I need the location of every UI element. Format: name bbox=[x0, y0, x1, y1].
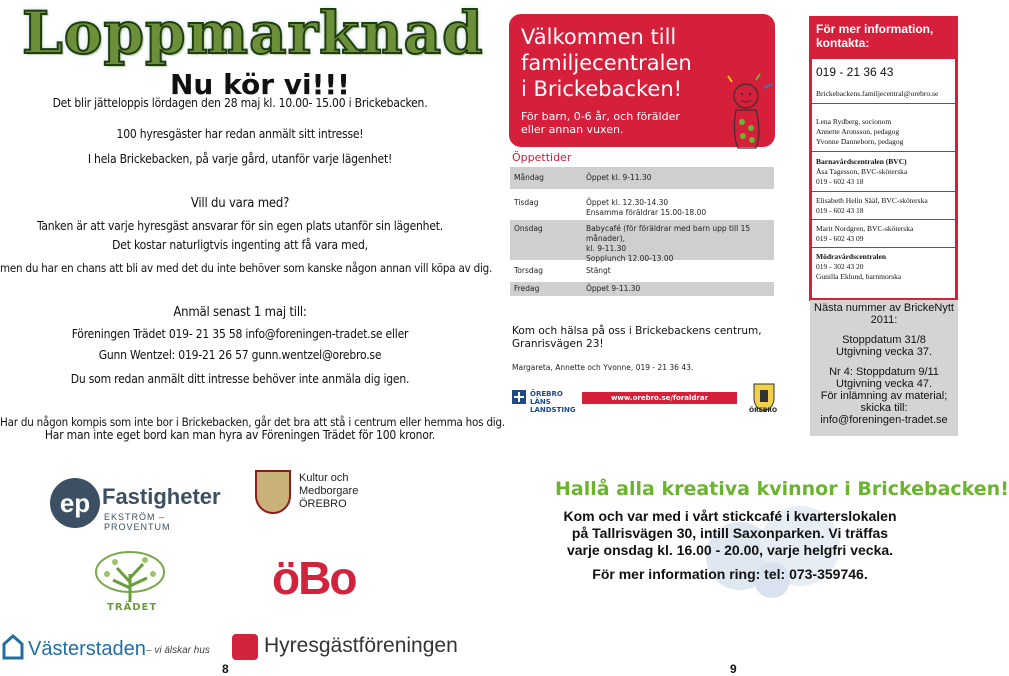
bvc-heading: Barnavårdscentralen (BVC) bbox=[816, 157, 907, 166]
lans-line: LANDSTING bbox=[530, 406, 576, 414]
submit-line: För inlämning av material; bbox=[820, 390, 948, 402]
welcome-line: Granrisvägen 23! bbox=[512, 338, 604, 350]
divider bbox=[812, 151, 955, 152]
info-header-line: För mer information, bbox=[816, 22, 934, 36]
staff-line: Yvonne Danneborn, pedagog bbox=[816, 137, 904, 146]
kultur-medborgare-logo bbox=[255, 470, 375, 514]
ep-logo-mark: ep bbox=[50, 478, 100, 528]
bvc-line: 019 - 602 43 18 bbox=[816, 177, 864, 186]
schedule-day: Onsdag bbox=[514, 224, 543, 233]
vasterstaden-tagline: – vi älskar hus bbox=[146, 645, 210, 656]
schedule-day: Fredag bbox=[514, 284, 540, 293]
stickcafe-contact: För mer information ring: tel: 073-359746. bbox=[592, 566, 868, 582]
hyresgastforeningen-logo bbox=[232, 632, 462, 666]
intro-line: Det blir jätteloppis lördagen den 28 maj kl. 10.00- 15.00 i Brickebacken. bbox=[52, 96, 428, 110]
ep-logo-name: Fastigheter bbox=[102, 484, 221, 509]
mvc-heading: Mödravårdscentralen bbox=[816, 252, 886, 261]
bvc-line: 019 - 602 43 18 bbox=[816, 206, 864, 215]
kultur-line: Kultur och bbox=[299, 472, 349, 484]
intro-line: 100 hyresgäster har redan anmält sitt intresse! bbox=[116, 127, 364, 141]
fam-title-line: Välkommen till bbox=[521, 25, 677, 49]
footer-line: Har man inte eget bord kan man hyra av Föreningen Trädet för 100 kronor. bbox=[44, 428, 436, 442]
ep-fastigheter-logo bbox=[50, 478, 221, 532]
vasterstaden-logo bbox=[2, 634, 232, 664]
stickcafe-line: på Tallrisvägen 30, intill Saxonparken. Vi träffas bbox=[571, 525, 889, 541]
mvc-line: 019 - 302 43 20 bbox=[816, 262, 864, 271]
loppmarknad-banner: Loppmarknad bbox=[22, 0, 484, 67]
hgf-name: Hyresgästföreningen bbox=[264, 634, 458, 657]
page-number-right: 9 bbox=[730, 662, 737, 676]
info-header bbox=[812, 19, 955, 59]
fam-title-line: i Brickebacken! bbox=[521, 77, 683, 101]
schedule-row bbox=[510, 167, 774, 189]
participation-line: Tanken är att varje hyresgäst ansvarar för sin egen plats utanför sin lägenhet. bbox=[36, 219, 444, 233]
kultur-line: ÖREBRO bbox=[299, 498, 347, 510]
tree-icon bbox=[85, 548, 175, 604]
schedule-time: kl. 9-11.30 bbox=[586, 244, 627, 253]
foraldrar-url-link[interactable]: www.orebro.se/foraldrar bbox=[582, 392, 737, 404]
schedule-day: Tisdag bbox=[514, 198, 539, 207]
schedule-time: Babycafé (för föräldrar med barn upp till 15 månader), bbox=[586, 224, 751, 243]
staff-line: Margareta, Annette och Yvonne, 019 - 21 36 43. bbox=[512, 363, 694, 372]
release-week: Utgivning vecka 37. bbox=[836, 346, 932, 358]
bvc-line: Elisabeth Helin Sääf, BVC-sköterska bbox=[816, 196, 928, 205]
schedule-time: Öppet kl. 9-11.30 bbox=[586, 173, 652, 182]
schedule-day: Torsdag bbox=[514, 266, 544, 275]
bvc-line: Åsa Tagesson, BVC-sköterska bbox=[816, 167, 908, 176]
schedule-time: Ensamma föräldrar 15.00-18.00 bbox=[586, 208, 707, 217]
stickcafe-body bbox=[520, 508, 940, 559]
schedule-time: Sopplunch 12.00-13.00 bbox=[586, 254, 674, 263]
headline: Nu kör vi!!! bbox=[170, 68, 350, 101]
contact-info-box bbox=[809, 16, 958, 301]
staff-line: Annette Aronsson, pedagog bbox=[816, 127, 900, 136]
fam-sub-line: För barn, 0-6 år, och förälder bbox=[521, 110, 680, 123]
divider bbox=[812, 247, 955, 248]
page-number-left: 8 bbox=[222, 662, 229, 676]
kultur-line: Medborgare bbox=[299, 485, 359, 497]
stop-date: Stoppdatum 31/8 bbox=[842, 334, 926, 346]
landsting-icon bbox=[512, 390, 526, 404]
schedule-row bbox=[510, 220, 774, 263]
anmal-heading: Anmäl senast 1 maj till: bbox=[173, 305, 307, 320]
bvc-line: 019 - 602 43 09 bbox=[816, 234, 864, 243]
lans-line: ÖREBRO LÄNS bbox=[530, 390, 563, 406]
divider bbox=[812, 103, 955, 104]
info-phone: 019 - 21 36 43 bbox=[816, 65, 894, 79]
fam-title-line: familjecentralen bbox=[521, 51, 692, 75]
schedule-row bbox=[510, 262, 774, 280]
loppis-text-block bbox=[0, 0, 505, 460]
house-icon bbox=[2, 634, 24, 660]
participation-line: men du har en chans att bli av med det du inte behöver som kanske någon annan vill köpa av dig. bbox=[0, 261, 493, 275]
next-issue-heading: Nästa nummer av BrickeNytt bbox=[814, 302, 954, 314]
welcome-text bbox=[512, 325, 774, 351]
stickcafe-line: Kom och var med i vårt stickcafé i kvarterslokalen bbox=[563, 508, 897, 524]
info-header-line: kontakta: bbox=[816, 36, 870, 50]
next-issue-box bbox=[810, 300, 958, 436]
opening-hours-label: Öppettider bbox=[512, 151, 572, 164]
hgf-mark-icon bbox=[232, 634, 258, 660]
vasterstaden-name: Västerstaden bbox=[28, 638, 146, 660]
schedule-row bbox=[510, 194, 774, 218]
release-week: Utgivning vecka 47. bbox=[836, 378, 932, 390]
contact-line: Föreningen Trädet 019- 21 35 58 info@foreningen-tradet.se eller bbox=[71, 327, 409, 341]
divider bbox=[812, 219, 955, 220]
orebro-lans-landsting-logo bbox=[512, 388, 576, 414]
child-drawing-icon bbox=[722, 74, 780, 154]
schedule-time: Öppet 9-11.30 bbox=[586, 284, 641, 293]
schedule-time: Öppet kl. 12.30-14.30 bbox=[586, 198, 669, 207]
stop-date: Nr 4: Stoppdatum 9/11 bbox=[829, 366, 939, 378]
welcome-line: Kom och hälsa på oss i Brickebackens centrum, bbox=[512, 325, 762, 337]
intro-line: I hela Brickebacken, på varje gård, utanför varje lägenhet! bbox=[87, 152, 393, 166]
tradet-label: TRÄDET bbox=[107, 602, 158, 613]
schedule-day: Måndag bbox=[514, 173, 544, 182]
info-email[interactable]: Brickebackens.familjecentral@orebro.se bbox=[816, 89, 939, 98]
bvc-line: Marit Nordgren, BVC-sköterska bbox=[816, 224, 914, 233]
schedule-time: Stängt bbox=[586, 266, 611, 275]
submit-line: skicka till: bbox=[860, 402, 908, 414]
fam-sub-line: eller annan vuxen. bbox=[521, 123, 624, 136]
vill-du-heading: Vill du vara med? bbox=[190, 196, 290, 211]
next-issue-year: 2011: bbox=[870, 314, 898, 326]
footer-line: Har du någon kompis som inte bor i Brickebacken, går det bra att stå i centrum eller hemma hos dig. bbox=[0, 415, 505, 429]
obo-logo bbox=[272, 543, 382, 607]
staff-line: Lena Rydberg, socionom bbox=[816, 117, 892, 126]
obo-text: öBo bbox=[272, 552, 356, 604]
contact-line: Gunn Wentzel: 019-21 26 57 gunn.wentzel@orebro.se bbox=[98, 348, 382, 362]
shield-icon bbox=[255, 470, 291, 514]
participation-line: Det kostar naturligtvis ingenting att få vara med, bbox=[112, 238, 368, 252]
stickcafe-headline: Hallå alla kreativa kvinnor i Brickebacken! bbox=[555, 478, 1009, 500]
tradet-logo bbox=[85, 548, 175, 616]
contact-line: Du som redan anmält ditt intresse behöver inte anmäla dig igen. bbox=[70, 372, 410, 386]
ep-logo-sub: EKSTRÖM – PROVENTUM bbox=[104, 512, 171, 532]
mvc-line: Gunilla Eklund, barnmorska bbox=[816, 272, 902, 281]
stickcafe-line: varje onsdag kl. 16.00 - 20.00, varje helgfri vecka. bbox=[566, 542, 894, 558]
schedule-row bbox=[510, 282, 774, 296]
orebro-crest-label: ÖREBRO bbox=[749, 407, 778, 414]
divider bbox=[812, 191, 955, 192]
submit-email[interactable]: info@foreningen-tradet.se bbox=[820, 414, 948, 426]
